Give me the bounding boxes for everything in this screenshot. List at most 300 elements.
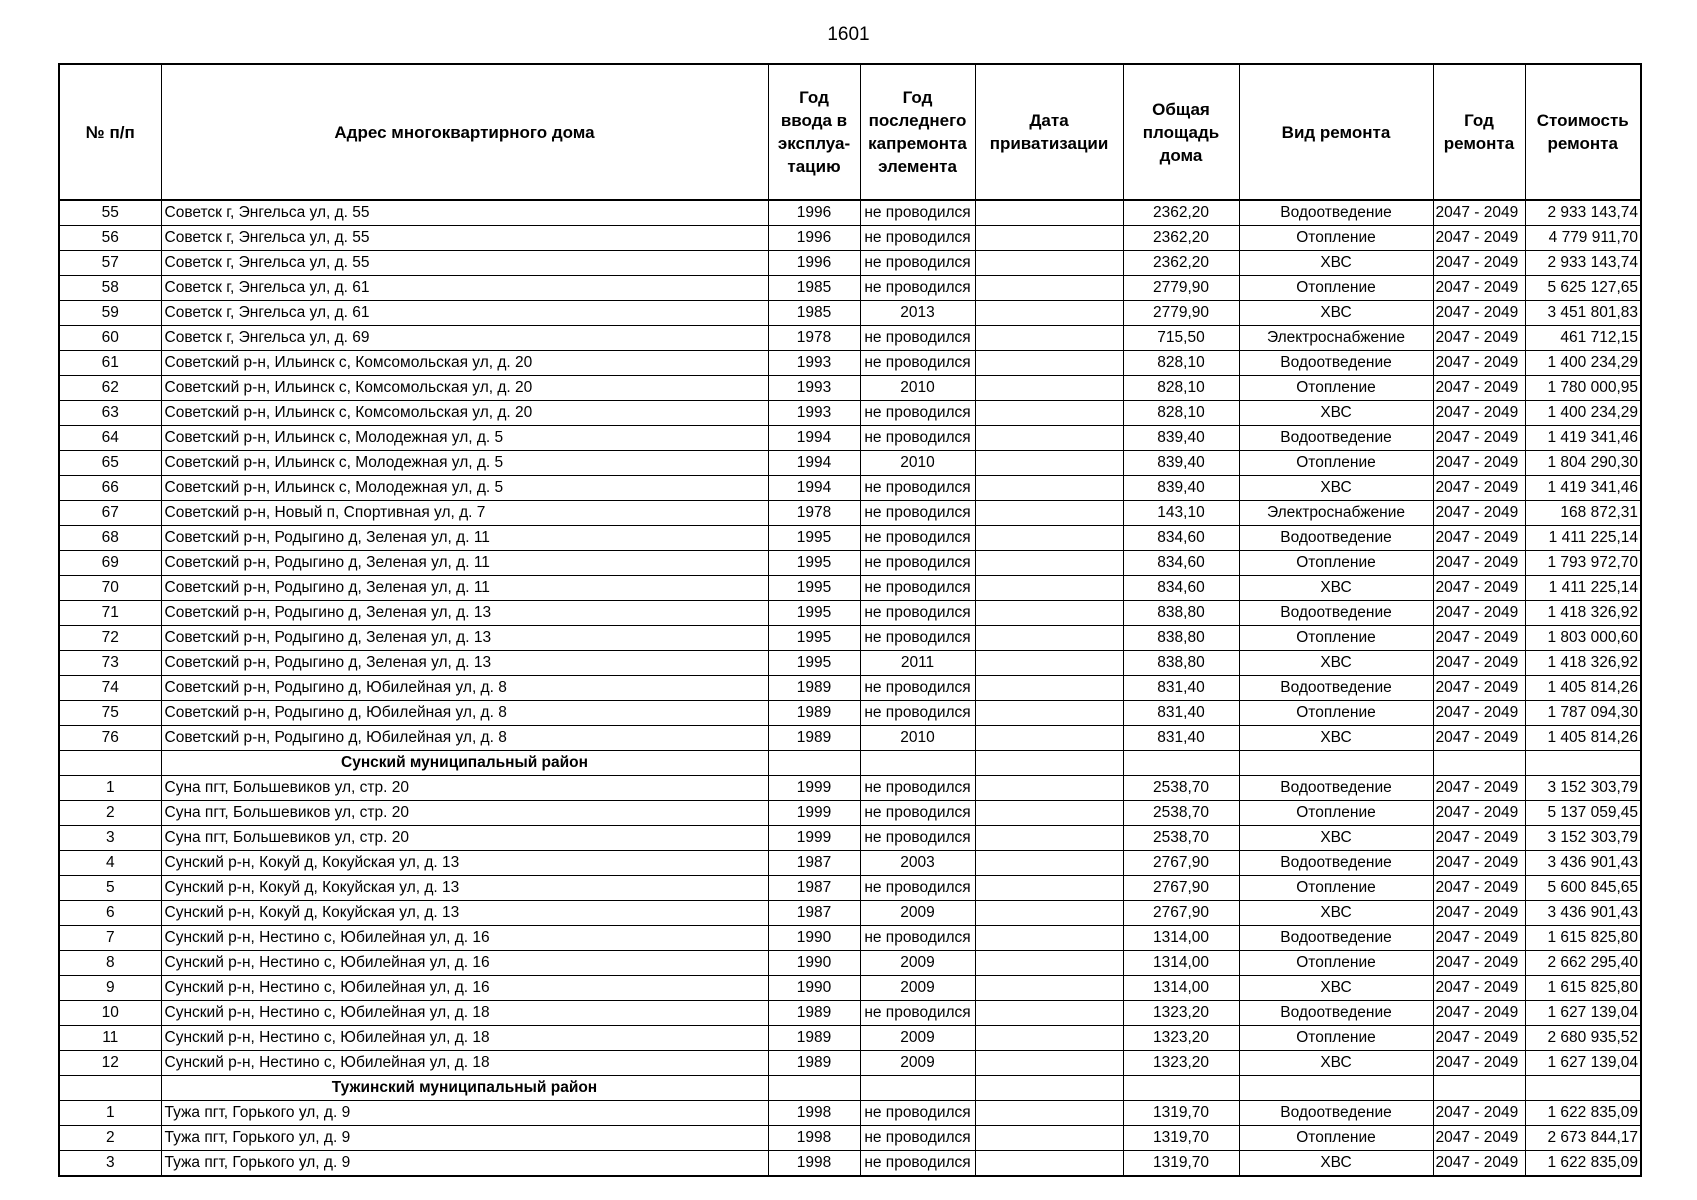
cell-repair-type: Отопление <box>1239 1126 1433 1151</box>
cell-repair-year: 2047 - 2049 <box>1433 200 1525 226</box>
cell-repair-year: 2047 - 2049 <box>1433 501 1525 526</box>
cell-repair-type: Отопление <box>1239 626 1433 651</box>
cell-last-cap: не проводился <box>860 676 975 701</box>
cell-year-built: 1994 <box>768 426 860 451</box>
cell-area: 834,60 <box>1123 551 1239 576</box>
table-row <box>59 301 1641 326</box>
table-row <box>59 526 1641 551</box>
cell-privatization <box>975 1076 1123 1101</box>
cell-year-built: 1995 <box>768 626 860 651</box>
header-last-cap: Год последнего капремонта элемента <box>860 64 975 200</box>
table-row <box>59 876 1641 901</box>
cell-last-cap: не проводился <box>860 876 975 901</box>
table-row <box>59 976 1641 1001</box>
header-cost: Стоимость ремонта <box>1525 64 1641 200</box>
cell-cost: 1 418 326,92 <box>1525 601 1641 626</box>
cell-cost: 461 712,15 <box>1525 326 1641 351</box>
table-row <box>59 901 1641 926</box>
cell-repair-year: 2047 - 2049 <box>1433 701 1525 726</box>
cell-repair-type: ХВС <box>1239 251 1433 276</box>
cell-cost: 1 804 290,30 <box>1525 451 1641 476</box>
cell-cost: 1 400 234,29 <box>1525 351 1641 376</box>
table-row <box>59 326 1641 351</box>
cell-privatization <box>975 926 1123 951</box>
cell-area: 834,60 <box>1123 576 1239 601</box>
cell-year-built: 1989 <box>768 1051 860 1076</box>
cell-last-cap: не проводился <box>860 251 975 276</box>
cell-privatization <box>975 901 1123 926</box>
cell-year-built: 1999 <box>768 801 860 826</box>
cell-cost: 3 152 303,79 <box>1525 776 1641 801</box>
cell-address: Советский р-н, Родыгино д, Зеленая ул, д. 13 <box>161 651 768 676</box>
table-row <box>59 1026 1641 1051</box>
cell-year-built: 1994 <box>768 476 860 501</box>
cell-address: Советск г, Энгельса ул, д. 55 <box>161 226 768 251</box>
table-row <box>59 926 1641 951</box>
cell-repair-type: Отопление <box>1239 276 1433 301</box>
cell-repair-type: Отопление <box>1239 801 1433 826</box>
cell-num: 66 <box>59 476 161 501</box>
cell-area: 2779,90 <box>1123 276 1239 301</box>
cell-area: 1314,00 <box>1123 976 1239 1001</box>
cell-cost: 1 615 825,80 <box>1525 976 1641 1001</box>
cell-repair-year: 2047 - 2049 <box>1433 1051 1525 1076</box>
page-number: 1601 <box>827 24 870 45</box>
cell-year-built: 1987 <box>768 851 860 876</box>
cell-repair-year: 2047 - 2049 <box>1433 926 1525 951</box>
cell-privatization <box>975 526 1123 551</box>
cell-privatization <box>975 826 1123 851</box>
cell-area: 2362,20 <box>1123 200 1239 226</box>
cell-privatization <box>975 626 1123 651</box>
cell-privatization <box>975 701 1123 726</box>
cell-area: 1323,20 <box>1123 1026 1239 1051</box>
cell-num: 10 <box>59 1001 161 1026</box>
cell-repair-year: 2047 - 2049 <box>1433 326 1525 351</box>
cell-repair-year: 2047 - 2049 <box>1433 1026 1525 1051</box>
cell-address: Советский р-н, Родыгино д, Юбилейная ул, д. 8 <box>161 676 768 701</box>
cell-repair-type: Водоотведение <box>1239 351 1433 376</box>
cell-last-cap: 2010 <box>860 376 975 401</box>
cell-num: 5 <box>59 876 161 901</box>
cell-area: 715,50 <box>1123 326 1239 351</box>
cell-privatization <box>975 801 1123 826</box>
cell-repair-year: 2047 - 2049 <box>1433 651 1525 676</box>
cell-cost: 4 779 911,70 <box>1525 226 1641 251</box>
cell-cost: 5 137 059,45 <box>1525 801 1641 826</box>
cell-area: 838,80 <box>1123 651 1239 676</box>
cell-year-built <box>768 1076 860 1101</box>
table-row <box>59 1051 1641 1076</box>
cell-year-built: 1987 <box>768 901 860 926</box>
cell-num: 2 <box>59 801 161 826</box>
cell-last-cap: 2010 <box>860 726 975 751</box>
cell-cost: 2 673 844,17 <box>1525 1126 1641 1151</box>
cell-year-built: 1998 <box>768 1151 860 1177</box>
cell-area: 2767,90 <box>1123 901 1239 926</box>
cell-num: 3 <box>59 826 161 851</box>
cell-area <box>1123 1076 1239 1101</box>
cell-last-cap: не проводился <box>860 200 975 226</box>
table-row <box>59 601 1641 626</box>
cell-area: 1319,70 <box>1123 1151 1239 1177</box>
cell-num: 60 <box>59 326 161 351</box>
cell-num: 70 <box>59 576 161 601</box>
cell-repair-year: 2047 - 2049 <box>1433 376 1525 401</box>
cell-address: Суна пгт, Большевиков ул, стр. 20 <box>161 826 768 851</box>
cell-area: 2362,20 <box>1123 226 1239 251</box>
cell-privatization <box>975 1151 1123 1177</box>
cell-cost: 5 600 845,65 <box>1525 876 1641 901</box>
cell-privatization <box>975 276 1123 301</box>
table-row <box>59 426 1641 451</box>
cell-num <box>59 751 161 776</box>
cell-num: 4 <box>59 851 161 876</box>
cell-privatization <box>975 301 1123 326</box>
cell-repair-type: Водоотведение <box>1239 851 1433 876</box>
cell-last-cap: не проводился <box>860 576 975 601</box>
cell-address: Советский р-н, Родыгино д, Юбилейная ул, д. 8 <box>161 701 768 726</box>
cell-last-cap: 2009 <box>860 901 975 926</box>
cell-area: 1319,70 <box>1123 1101 1239 1126</box>
cell-cost: 3 436 901,43 <box>1525 901 1641 926</box>
cell-area: 839,40 <box>1123 451 1239 476</box>
cell-privatization <box>975 351 1123 376</box>
cell-repair-year: 2047 - 2049 <box>1433 876 1525 901</box>
cell-privatization <box>975 326 1123 351</box>
cell-privatization <box>975 376 1123 401</box>
cell-area: 2538,70 <box>1123 776 1239 801</box>
table-row <box>59 200 1641 226</box>
cell-cost <box>1525 751 1641 776</box>
cell-area: 831,40 <box>1123 701 1239 726</box>
cell-year-built: 1998 <box>768 1101 860 1126</box>
table-row <box>59 726 1641 751</box>
cell-num: 59 <box>59 301 161 326</box>
cell-last-cap: не проводился <box>860 701 975 726</box>
table-row <box>59 626 1641 651</box>
cell-repair-year: 2047 - 2049 <box>1433 451 1525 476</box>
cell-privatization <box>975 851 1123 876</box>
cell-last-cap: не проводился <box>860 776 975 801</box>
cell-cost: 2 933 143,74 <box>1525 200 1641 226</box>
cell-last-cap <box>860 751 975 776</box>
cell-address: Сунский р-н, Нестино с, Юбилейная ул, д. 18 <box>161 1001 768 1026</box>
cell-repair-year: 2047 - 2049 <box>1433 551 1525 576</box>
cell-year-built: 1989 <box>768 701 860 726</box>
cell-num: 58 <box>59 276 161 301</box>
cell-cost: 3 451 801,83 <box>1525 301 1641 326</box>
cell-num: 64 <box>59 426 161 451</box>
cell-area: 828,10 <box>1123 401 1239 426</box>
cell-last-cap: не проводился <box>860 1151 975 1177</box>
header-privatization: Дата приватизации <box>975 64 1123 200</box>
cell-repair-year: 2047 - 2049 <box>1433 476 1525 501</box>
cell-num: 74 <box>59 676 161 701</box>
cell-repair-year: 2047 - 2049 <box>1433 351 1525 376</box>
cell-area: 831,40 <box>1123 676 1239 701</box>
cell-repair-type <box>1239 751 1433 776</box>
table-row <box>59 801 1641 826</box>
cell-repair-type: Электроснабжение <box>1239 326 1433 351</box>
cell-privatization <box>975 226 1123 251</box>
cell-repair-year: 2047 - 2049 <box>1433 276 1525 301</box>
cell-repair-type: ХВС <box>1239 1151 1433 1177</box>
cell-year-built: 1989 <box>768 676 860 701</box>
cell-repair-type: Водоотведение <box>1239 426 1433 451</box>
cell-year-built: 1999 <box>768 776 860 801</box>
cell-repair-year: 2047 - 2049 <box>1433 901 1525 926</box>
cell-num: 56 <box>59 226 161 251</box>
cell-privatization <box>975 651 1123 676</box>
cell-repair-type: Водоотведение <box>1239 676 1433 701</box>
cell-last-cap: не проводился <box>860 626 975 651</box>
cell-repair-year: 2047 - 2049 <box>1433 526 1525 551</box>
cell-area: 2767,90 <box>1123 851 1239 876</box>
cell-num: 71 <box>59 601 161 626</box>
table-row <box>59 1151 1641 1177</box>
table-row <box>59 351 1641 376</box>
cell-privatization <box>975 1001 1123 1026</box>
cell-address: Советский р-н, Ильинск с, Комсомольская ул, д. 20 <box>161 401 768 426</box>
table-row <box>59 551 1641 576</box>
cell-year-built: 1989 <box>768 726 860 751</box>
cell-repair-year: 2047 - 2049 <box>1433 1101 1525 1126</box>
cell-year-built: 1995 <box>768 601 860 626</box>
table-row <box>59 776 1641 801</box>
cell-area: 1319,70 <box>1123 1126 1239 1151</box>
cell-cost: 1 793 972,70 <box>1525 551 1641 576</box>
cell-year-built: 1985 <box>768 276 860 301</box>
cell-num: 6 <box>59 901 161 926</box>
cell-area: 831,40 <box>1123 726 1239 751</box>
section-row <box>59 1076 1641 1101</box>
cell-privatization <box>975 726 1123 751</box>
header-address: Адрес многоквартирного дома <box>161 64 768 200</box>
cell-num: 3 <box>59 1151 161 1177</box>
table-row <box>59 276 1641 301</box>
table-body <box>59 200 1641 1176</box>
cell-area: 2538,70 <box>1123 801 1239 826</box>
cell-address: Сунский р-н, Кокуй д, Кокуйская ул, д. 13 <box>161 851 768 876</box>
cell-last-cap: 2010 <box>860 451 975 476</box>
repair-table <box>58 63 1642 1177</box>
cell-privatization <box>975 401 1123 426</box>
cell-area: 2779,90 <box>1123 301 1239 326</box>
cell-privatization <box>975 1051 1123 1076</box>
section-title: Тужинский муниципальный район <box>161 1076 768 1101</box>
cell-year-built: 1993 <box>768 376 860 401</box>
cell-repair-type <box>1239 1076 1433 1101</box>
cell-repair-type: ХВС <box>1239 1051 1433 1076</box>
cell-num: 67 <box>59 501 161 526</box>
cell-repair-type: ХВС <box>1239 826 1433 851</box>
cell-num: 69 <box>59 551 161 576</box>
cell-year-built: 1990 <box>768 951 860 976</box>
cell-privatization <box>975 551 1123 576</box>
cell-repair-type: Водоотведение <box>1239 1101 1433 1126</box>
cell-address: Советск г, Энгельса ул, д. 61 <box>161 301 768 326</box>
cell-repair-year: 2047 - 2049 <box>1433 1001 1525 1026</box>
cell-area: 834,60 <box>1123 526 1239 551</box>
cell-address: Советский р-н, Родыгино д, Зеленая ул, д. 13 <box>161 601 768 626</box>
cell-cost: 1 405 814,26 <box>1525 726 1641 751</box>
cell-cost: 1 419 341,46 <box>1525 426 1641 451</box>
cell-area: 1314,00 <box>1123 951 1239 976</box>
cell-privatization <box>975 1126 1123 1151</box>
cell-year-built: 1990 <box>768 926 860 951</box>
cell-last-cap: не проводился <box>860 276 975 301</box>
cell-area: 2538,70 <box>1123 826 1239 851</box>
cell-year-built: 1995 <box>768 576 860 601</box>
cell-year-built: 1978 <box>768 326 860 351</box>
cell-repair-type: Отопление <box>1239 376 1433 401</box>
cell-last-cap: не проводился <box>860 1001 975 1026</box>
cell-last-cap: не проводился <box>860 501 975 526</box>
cell-year-built <box>768 751 860 776</box>
cell-num: 65 <box>59 451 161 476</box>
cell-cost: 2 680 935,52 <box>1525 1026 1641 1051</box>
cell-repair-year: 2047 - 2049 <box>1433 801 1525 826</box>
cell-num: 57 <box>59 251 161 276</box>
cell-repair-type: Водоотведение <box>1239 200 1433 226</box>
cell-repair-year: 2047 - 2049 <box>1433 951 1525 976</box>
table-row <box>59 576 1641 601</box>
cell-area: 839,40 <box>1123 426 1239 451</box>
cell-privatization <box>975 451 1123 476</box>
cell-privatization <box>975 676 1123 701</box>
cell-last-cap: не проводился <box>860 401 975 426</box>
cell-cost: 1 622 835,09 <box>1525 1151 1641 1177</box>
cell-privatization <box>975 200 1123 226</box>
cell-area: 1323,20 <box>1123 1001 1239 1026</box>
cell-year-built: 1990 <box>768 976 860 1001</box>
cell-address: Советск г, Энгельса ул, д. 61 <box>161 276 768 301</box>
cell-last-cap: 2009 <box>860 1051 975 1076</box>
cell-last-cap: не проводился <box>860 526 975 551</box>
cell-cost: 1 622 835,09 <box>1525 1101 1641 1126</box>
cell-repair-year <box>1433 751 1525 776</box>
cell-address: Суна пгт, Большевиков ул, стр. 20 <box>161 801 768 826</box>
cell-privatization <box>975 1026 1123 1051</box>
table-row <box>59 1126 1641 1151</box>
cell-repair-year <box>1433 1076 1525 1101</box>
cell-last-cap: 2009 <box>860 951 975 976</box>
table-row <box>59 376 1641 401</box>
cell-repair-year: 2047 - 2049 <box>1433 401 1525 426</box>
cell-privatization <box>975 751 1123 776</box>
cell-repair-type: Водоотведение <box>1239 926 1433 951</box>
cell-cost: 1 411 225,14 <box>1525 576 1641 601</box>
cell-repair-year: 2047 - 2049 <box>1433 1126 1525 1151</box>
cell-address: Советский р-н, Ильинск с, Молодежная ул, д. 5 <box>161 451 768 476</box>
table-row <box>59 951 1641 976</box>
cell-privatization <box>975 951 1123 976</box>
cell-privatization <box>975 426 1123 451</box>
cell-address: Советский р-н, Ильинск с, Комсомольская ул, д. 20 <box>161 376 768 401</box>
table-header-row <box>59 64 1641 200</box>
cell-address: Сунский р-н, Нестино с, Юбилейная ул, д. 16 <box>161 926 768 951</box>
cell-address: Советск г, Энгельса ул, д. 55 <box>161 200 768 226</box>
header-num: № п/п <box>59 64 161 200</box>
table-row <box>59 1101 1641 1126</box>
cell-repair-type: Отопление <box>1239 226 1433 251</box>
cell-last-cap: не проводился <box>860 476 975 501</box>
table-row <box>59 226 1641 251</box>
cell-address: Советский р-н, Родыгино д, Юбилейная ул, д. 8 <box>161 726 768 751</box>
cell-repair-type: ХВС <box>1239 301 1433 326</box>
cell-repair-year: 2047 - 2049 <box>1433 601 1525 626</box>
cell-area: 143,10 <box>1123 501 1239 526</box>
cell-num: 55 <box>59 200 161 226</box>
cell-cost: 1 787 094,30 <box>1525 701 1641 726</box>
cell-address: Советский р-н, Ильинск с, Молодежная ул, д. 5 <box>161 426 768 451</box>
cell-cost: 1 627 139,04 <box>1525 1051 1641 1076</box>
cell-privatization <box>975 776 1123 801</box>
cell-repair-type: ХВС <box>1239 576 1433 601</box>
cell-address: Советский р-н, Новый п, Спортивная ул, д. 7 <box>161 501 768 526</box>
cell-address: Тужа пгт, Горького ул, д. 9 <box>161 1126 768 1151</box>
cell-last-cap: не проводился <box>860 426 975 451</box>
cell-year-built: 1987 <box>768 876 860 901</box>
table-row <box>59 476 1641 501</box>
cell-address: Суна пгт, Большевиков ул, стр. 20 <box>161 776 768 801</box>
cell-year-built: 1999 <box>768 826 860 851</box>
table-row <box>59 701 1641 726</box>
cell-num: 1 <box>59 1101 161 1126</box>
cell-privatization <box>975 576 1123 601</box>
header-year-built: Год ввода в эксплуа- тацию <box>768 64 860 200</box>
cell-address: Советский р-н, Родыгино д, Зеленая ул, д. 11 <box>161 551 768 576</box>
cell-year-built: 1985 <box>768 301 860 326</box>
cell-address: Советский р-н, Ильинск с, Комсомольская ул, д. 20 <box>161 351 768 376</box>
cell-repair-type: ХВС <box>1239 976 1433 1001</box>
cell-cost: 1 419 341,46 <box>1525 476 1641 501</box>
cell-repair-type: Отопление <box>1239 876 1433 901</box>
cell-year-built: 1993 <box>768 351 860 376</box>
cell-repair-type: ХВС <box>1239 726 1433 751</box>
table-row <box>59 851 1641 876</box>
header-repair-type: Вид ремонта <box>1239 64 1433 200</box>
cell-last-cap: не проводился <box>860 601 975 626</box>
cell-repair-year: 2047 - 2049 <box>1433 776 1525 801</box>
cell-cost: 2 662 295,40 <box>1525 951 1641 976</box>
cell-repair-type: ХВС <box>1239 401 1433 426</box>
cell-address: Тужа пгт, Горького ул, д. 9 <box>161 1151 768 1177</box>
cell-last-cap: не проводился <box>860 226 975 251</box>
cell-last-cap: 2009 <box>860 976 975 1001</box>
cell-repair-year: 2047 - 2049 <box>1433 576 1525 601</box>
cell-privatization <box>975 1101 1123 1126</box>
cell-num: 61 <box>59 351 161 376</box>
cell-address: Советский р-н, Родыгино д, Зеленая ул, д. 11 <box>161 526 768 551</box>
cell-cost: 1 803 000,60 <box>1525 626 1641 651</box>
table-row <box>59 251 1641 276</box>
cell-num: 75 <box>59 701 161 726</box>
cell-year-built: 1989 <box>768 1026 860 1051</box>
cell-last-cap <box>860 1076 975 1101</box>
cell-area: 2362,20 <box>1123 251 1239 276</box>
cell-privatization <box>975 601 1123 626</box>
cell-num: 8 <box>59 951 161 976</box>
cell-address: Сунский р-н, Нестино с, Юбилейная ул, д. 18 <box>161 1026 768 1051</box>
cell-repair-type: Электроснабжение <box>1239 501 1433 526</box>
cell-area: 828,10 <box>1123 351 1239 376</box>
cell-area: 839,40 <box>1123 476 1239 501</box>
cell-last-cap: не проводился <box>860 326 975 351</box>
cell-year-built: 1996 <box>768 226 860 251</box>
cell-last-cap: 2003 <box>860 851 975 876</box>
